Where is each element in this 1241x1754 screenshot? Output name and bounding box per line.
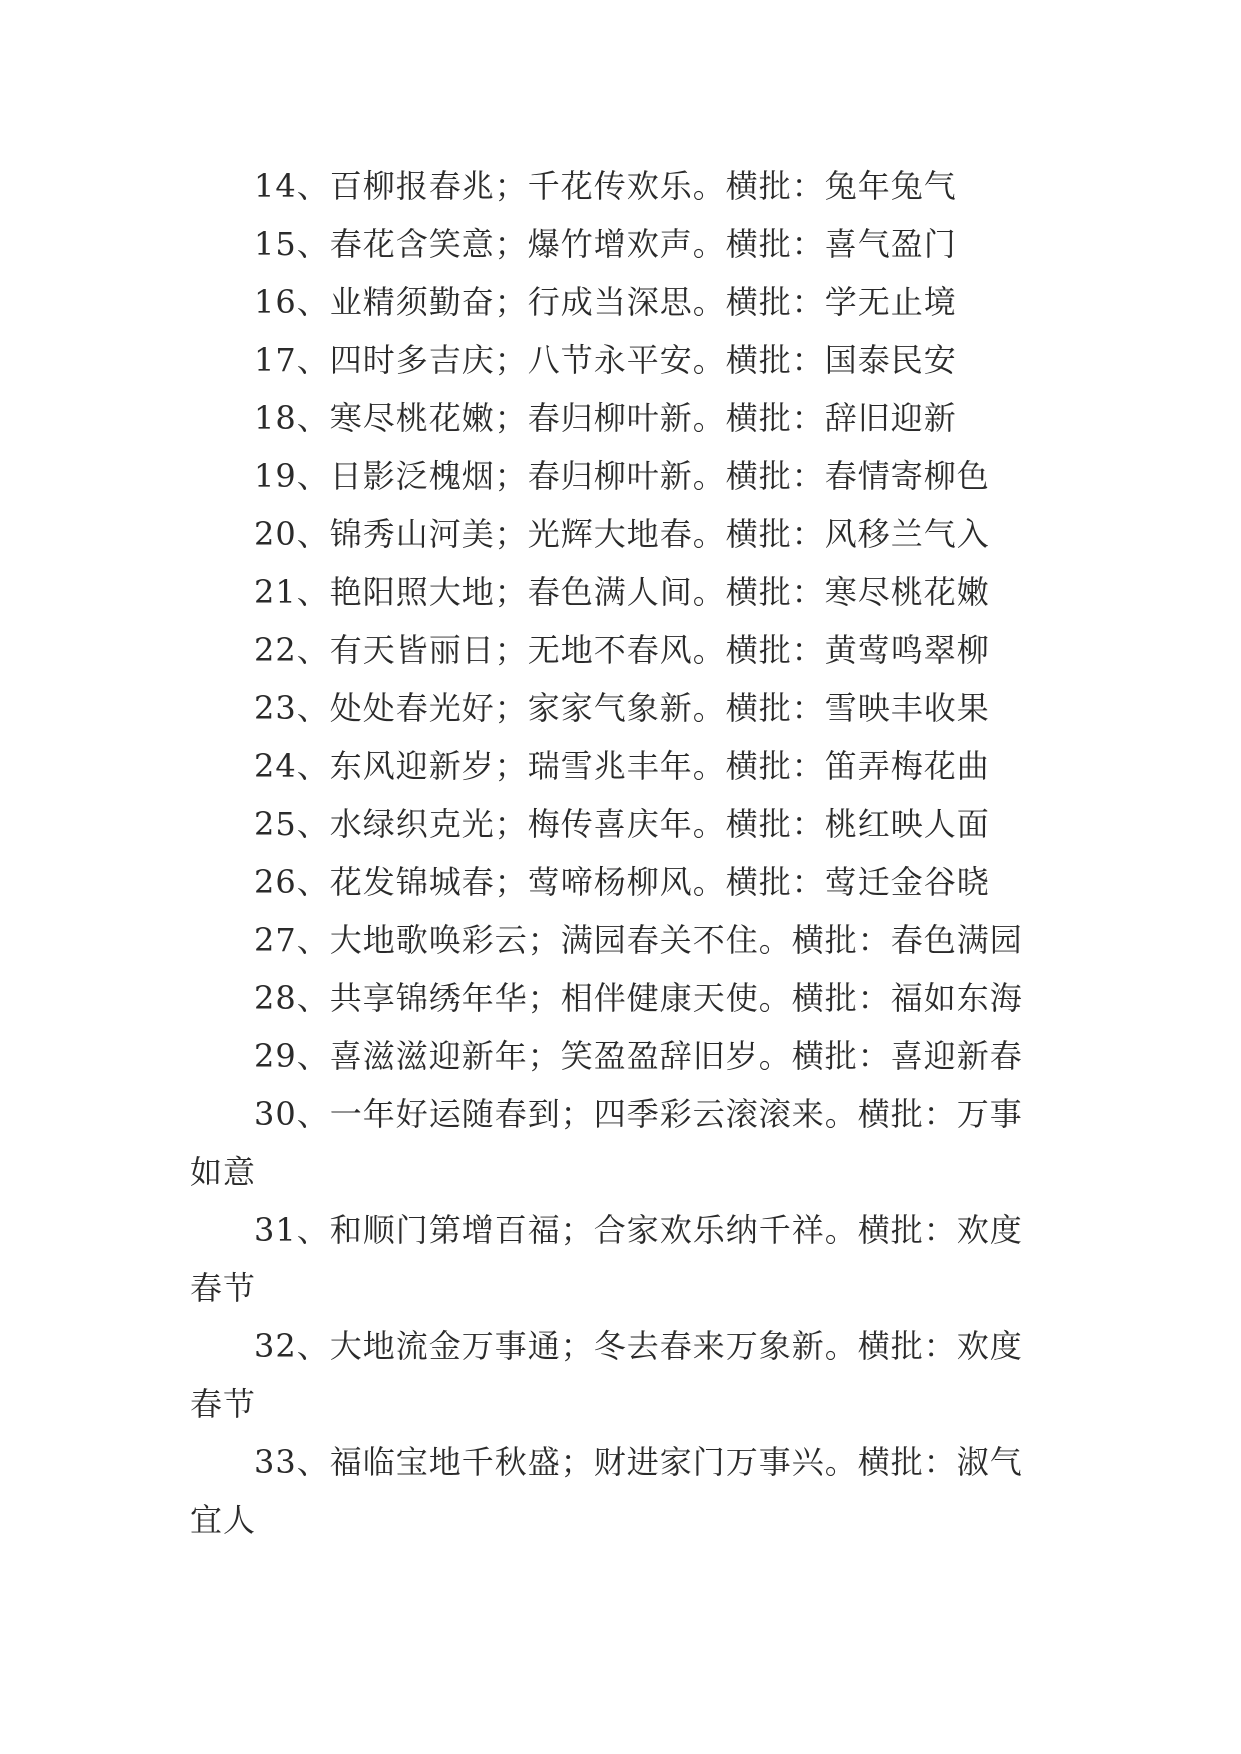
couplet-item-21: 21、艳阳照大地；春色满人间。横批：寒尽桃花嫩 [254,573,990,611]
couplet-list [190,157,1055,1549]
couplet-item-23: 23、处处春光好；家家气象新。横批：雪映丰收果 [254,689,990,727]
couplet-item-17: 17、四时多吉庆；八节永平安。横批：国泰民安 [254,341,957,379]
couplet-item-24: 24、东风迎新岁；瑞雪兆丰年。横批：笛弄梅花曲 [254,747,990,785]
couplet-item-14: 14、百柳报春兆；千花传欢乐。横批：兔年兔气 [254,167,957,205]
couplet-item-33: 33、福临宝地千秋盛；财进家门万事兴。横批：淑气宜人 [190,1443,1023,1539]
couplet-item-27: 27、大地歌唤彩云；满园春关不住。横批：春色满园 [254,921,1023,959]
couplet-item-19: 19、日影泛槐烟；春归柳叶新。横批：春情寄柳色 [254,457,990,495]
couplet-item-30: 30、一年好运随春到；四季彩云滚滚来。横批：万事如意 [190,1095,1023,1191]
couplet-item-26: 26、花发锦城春；莺啼杨柳风。横批：莺迁金谷晓 [254,863,990,901]
couplet-item-22: 22、有天皆丽日；无地不春风。横批：黄莺鸣翠柳 [254,631,990,669]
couplet-item-16: 16、业精须勤奋；行成当深思。横批：学无止境 [254,283,957,321]
couplet-item-25: 25、水绿织克光；梅传喜庆年。横批：桃红映人面 [254,805,990,843]
couplet-item-20: 20、锦秀山河美；光辉大地春。横批：风移兰气入 [254,515,990,553]
couplet-item-31: 31、和顺门第增百福；合家欢乐纳千祥。横批：欢度春节 [190,1211,1023,1307]
couplet-item-15: 15、春花含笑意；爆竹增欢声。横批：喜气盈门 [254,225,957,263]
couplet-item-32: 32、大地流金万事通；冬去春来万象新。横批：欢度春节 [190,1327,1023,1423]
couplet-item-28: 28、共享锦绣年华；相伴健康天使。横批：福如东海 [254,979,1023,1017]
couplet-item-29: 29、喜滋滋迎新年；笑盈盈辞旧岁。横批：喜迎新春 [254,1037,1023,1075]
couplet-item-18: 18、寒尽桃花嫩；春归柳叶新。横批：辞旧迎新 [254,399,957,437]
